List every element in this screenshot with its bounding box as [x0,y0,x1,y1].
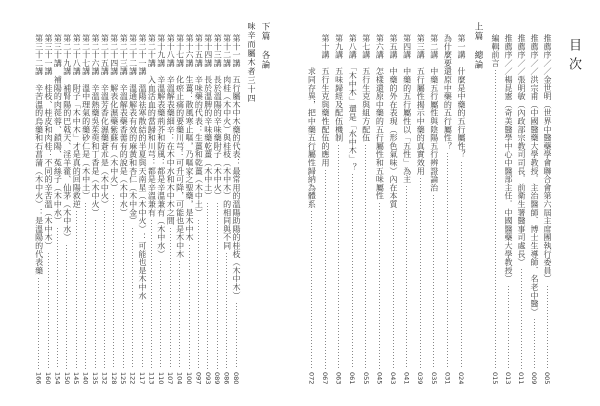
part2-label: 第十五講 辛味藥的代表：生薑和乾薑（木中土） [194,34,204,217]
leader-dots [179,261,180,368]
part2-page-number: 160 [44,371,52,384]
leader-dots [132,228,133,369]
leader-dots [521,269,522,368]
leader-dots [508,286,509,369]
part1-entry[interactable] [360,0,372,384]
part1-page-number: 039 [416,371,425,384]
part1-label: 第六講 怎樣還原中藥的五行屬性和五味屬性 [375,34,385,200]
part2-label: 第十二講 肉桂（木中火）與桂枝（木中木）的相同與不同 [222,34,232,250]
part2-page-number: 080 [232,371,240,384]
part1-entry[interactable] [319,0,331,384]
part2-label: 第二十五講 辛溫芳香化濕藥蒼朮是（木中火） [100,34,110,209]
leader-dots [406,186,407,368]
front-page-number: 013 [504,371,512,384]
leader-dots [198,220,199,369]
front-entry[interactable] [502,0,514,384]
part1-label: 第二講 中藥五行屬性與陰陽五行辨證論治 [429,34,439,192]
part2-label: 第三十二講 辛苦溫的烏藥和石菖蒲（木中火）：是溫陽的代表藥 [34,34,44,275]
leader-dots [189,245,190,369]
leader-dots [85,203,86,369]
part1-page-number: 061 [348,371,357,384]
part2-page-number: 150 [62,371,71,384]
part1-entry[interactable] [305,0,317,384]
part1-entry[interactable] [455,0,467,384]
part2-page-number: 145 [72,371,81,384]
part2-page-number: 093 [203,371,212,384]
part2-label: 第二十一講 溫陽祛寒散結的半夏與天南星（木中火）：可能也是木中水 [138,34,147,300]
leader-dots [151,220,152,369]
leader-dots [433,195,434,369]
part2-page-number: 117 [138,371,146,384]
leader-dots [142,303,143,369]
part2-page-number: 122 [128,371,137,384]
leader-dots [365,145,366,369]
leader-dots [76,211,77,368]
part1-label: 為什麼要還原中藥的五行屬性？ [443,34,453,151]
part1-page-number: 031 [443,371,452,384]
part1-entry[interactable] [401,0,413,384]
part1-page-number: 072 [307,371,316,384]
part1-entry[interactable] [333,0,345,384]
part1-heading: 上篇 總論 [473,22,483,70]
front-page-number: 011 [517,371,525,384]
part2-entry[interactable] [33,0,45,384]
front-page-number: 009 [530,371,538,384]
part1-label: 第一講 什麼是中藥的五行屬性？ [457,34,466,159]
part1-page-number: 045 [375,371,384,384]
leader-dots [207,203,208,369]
part2-label: 第二十六講 辛溫熱藥吳茱萸和丁香是（木中火） [91,34,100,217]
leader-dots [123,220,124,369]
front-label: 推薦序／／張明敏（內政部宗教司司長．前衛生署醫事司處長） [517,34,526,267]
part2-label: 第三十講 補陽的肉蓯蓉、鎖陽、菟絲子（木中水） [53,34,63,225]
part1-entry[interactable] [441,0,453,384]
part1-page-number: 067 [321,371,329,384]
front-label: 推薦序／／洪宗甫（中國醫藥大學教授．主治醫師．博士生導師．名老中醫） [530,34,539,317]
leader-dots [226,253,227,369]
part1-label: 第五講 中藥的外在表現（形色氣味）內在本質 [389,34,398,209]
part1-page-number: 063 [334,371,343,384]
part2-label: 第十一講 五行屬木中木藥的代表：最常用的溫陽助陽的桂枝（木中木） [232,34,241,300]
part2-page-number: 089 [213,371,222,384]
front-entry[interactable] [541,0,553,384]
part2-heading: 下篇 各論 [260,22,270,70]
part2-label: 第十七講 化瘀止痛的要藥川芎：可升可降，可能也是木中木 [175,34,185,259]
part1-entry[interactable] [428,0,440,384]
leader-dots [113,195,114,369]
part2-label: 第二十四講 解表化濕藥紫蘇有（木中火） [109,34,119,192]
part1-page-number: 043 [389,371,397,384]
leader-dots [352,174,353,368]
front-entry[interactable] [515,0,527,384]
front-entry[interactable] [528,0,540,384]
part2-label: 第二十七講 溫中理氣的藥砂仁是（木中土） [81,34,91,200]
part2-label: 第十六講 生薑：散風寒止嘔，乃嘔家之聖藥，是木中木 [185,34,194,242]
part2-page-number: 097 [194,371,203,384]
leader-dots [236,303,237,369]
leader-dots [447,153,448,368]
leader-dots [420,178,421,368]
part2-page-number: 110 [156,371,165,384]
part1-label: 第四講 中藥的五行屬性以「五性」為主 [402,34,412,184]
leader-dots [311,211,312,368]
front-label: 推薦序／／楊昆憲（奇美醫學中心中醫部主任．中國醫藥大學教授） [504,34,513,283]
part2-page-number: 100 [185,371,193,384]
part1-page-number: 035 [429,371,438,384]
leader-dots [534,319,535,368]
leader-dots [95,220,96,369]
part2-label: 第二十三講 辛溫解表藥香薷有的說是（木中水） [119,34,129,217]
part1-page-number: 024 [457,371,465,384]
leader-dots [57,228,58,369]
leader-dots [461,162,462,369]
leader-dots [325,170,326,369]
leader-dots [66,245,67,369]
front-page-number: 005 [543,371,551,384]
leader-dots [170,228,171,369]
part2-label: 第十九講 辛溫解表藥荊芥和防風：都是辛溫兼有（木中水） [156,34,166,259]
leader-dots [495,70,496,368]
part2-label: 第十三講 長於溫陽的辛味藥附子（木中火） [213,34,223,200]
part1-entry[interactable] [414,0,426,384]
part2-page-number: 154 [53,371,62,384]
part1-label: 求同存異，把中藥五行屬性歸納為體系 [307,34,317,209]
part2-label: 第二十八講 附子「木中木」才是真的回陽救逆 [72,34,82,209]
part1-label: 第三講 五行屬性揭示中藥的真實效用 [416,34,426,176]
part2-page-number: 125 [119,371,128,384]
leader-dots [48,253,49,369]
part2-page-number: 086 [222,371,231,384]
part2-label: 第十四講 長於溫脾的辛味藥乾薑（木中土） [203,34,213,200]
leader-dots [160,261,161,368]
part1-page-number: 041 [402,371,411,384]
part2-label: 第二十二講 溫通解表有效的麻黃和杏仁（木中金） [128,34,138,225]
part2-subheading: 味辛而屬木者三十四 [247,22,256,103]
part2-page-number: 135 [91,371,99,384]
front-page-number: 015 [491,371,499,384]
leader-dots [379,203,380,369]
leader-dots [217,203,218,369]
part1-page-number: 055 [361,371,370,384]
part2-page-number: 113 [147,371,156,384]
part1-entry[interactable] [346,0,358,384]
leader-dots [338,145,339,369]
part1-label: 第九講 五味歸經及配伍機制 [334,34,344,142]
part2-page-number: 166 [34,371,43,384]
part2-label: 第二十九講 補腎陽的巴戟天、淫羊藿、仙茅（木中水） [62,34,72,242]
part2-page-number: 140 [81,371,90,384]
leader-dots [38,278,39,369]
part2-page-number: 128 [109,371,118,384]
front-label: 編輯前言 [491,34,500,68]
part1-label: 第七講 五行生克與組方配伍 [361,34,371,142]
part2-label: 第十八講 辛溫解表藥細辛：在木中水和木中木之間 [166,34,176,225]
part2-page-number: 132 [100,371,109,384]
part1-entry[interactable] [373,0,385,384]
part2-page-number: 107 [166,371,175,384]
part2-page-number: 104 [175,371,184,384]
front-entry[interactable] [489,0,501,384]
leader-dots [547,286,548,369]
part2-label: 第二十講 入血活血的當歸和川芎：都是辛溫兼有 [147,34,157,217]
leader-dots [393,211,394,368]
leader-dots [104,211,105,368]
part1-entry[interactable] [387,0,399,384]
part1-label: 第十講 五行生克與藥性配伍的應用 [321,34,330,167]
part2-label: 第三十一講 桂枝、桂皮和肉桂：不同的辛苦溫（木中木） [44,34,53,250]
part1-label: 第八講 「木中木」還是「水中木」？ [348,34,358,172]
toc-title: 目次 [566,38,581,76]
front-label: 推薦序／／金世明（世界中醫藥學會聯合會第六屆主席團執行委員） [543,34,552,283]
